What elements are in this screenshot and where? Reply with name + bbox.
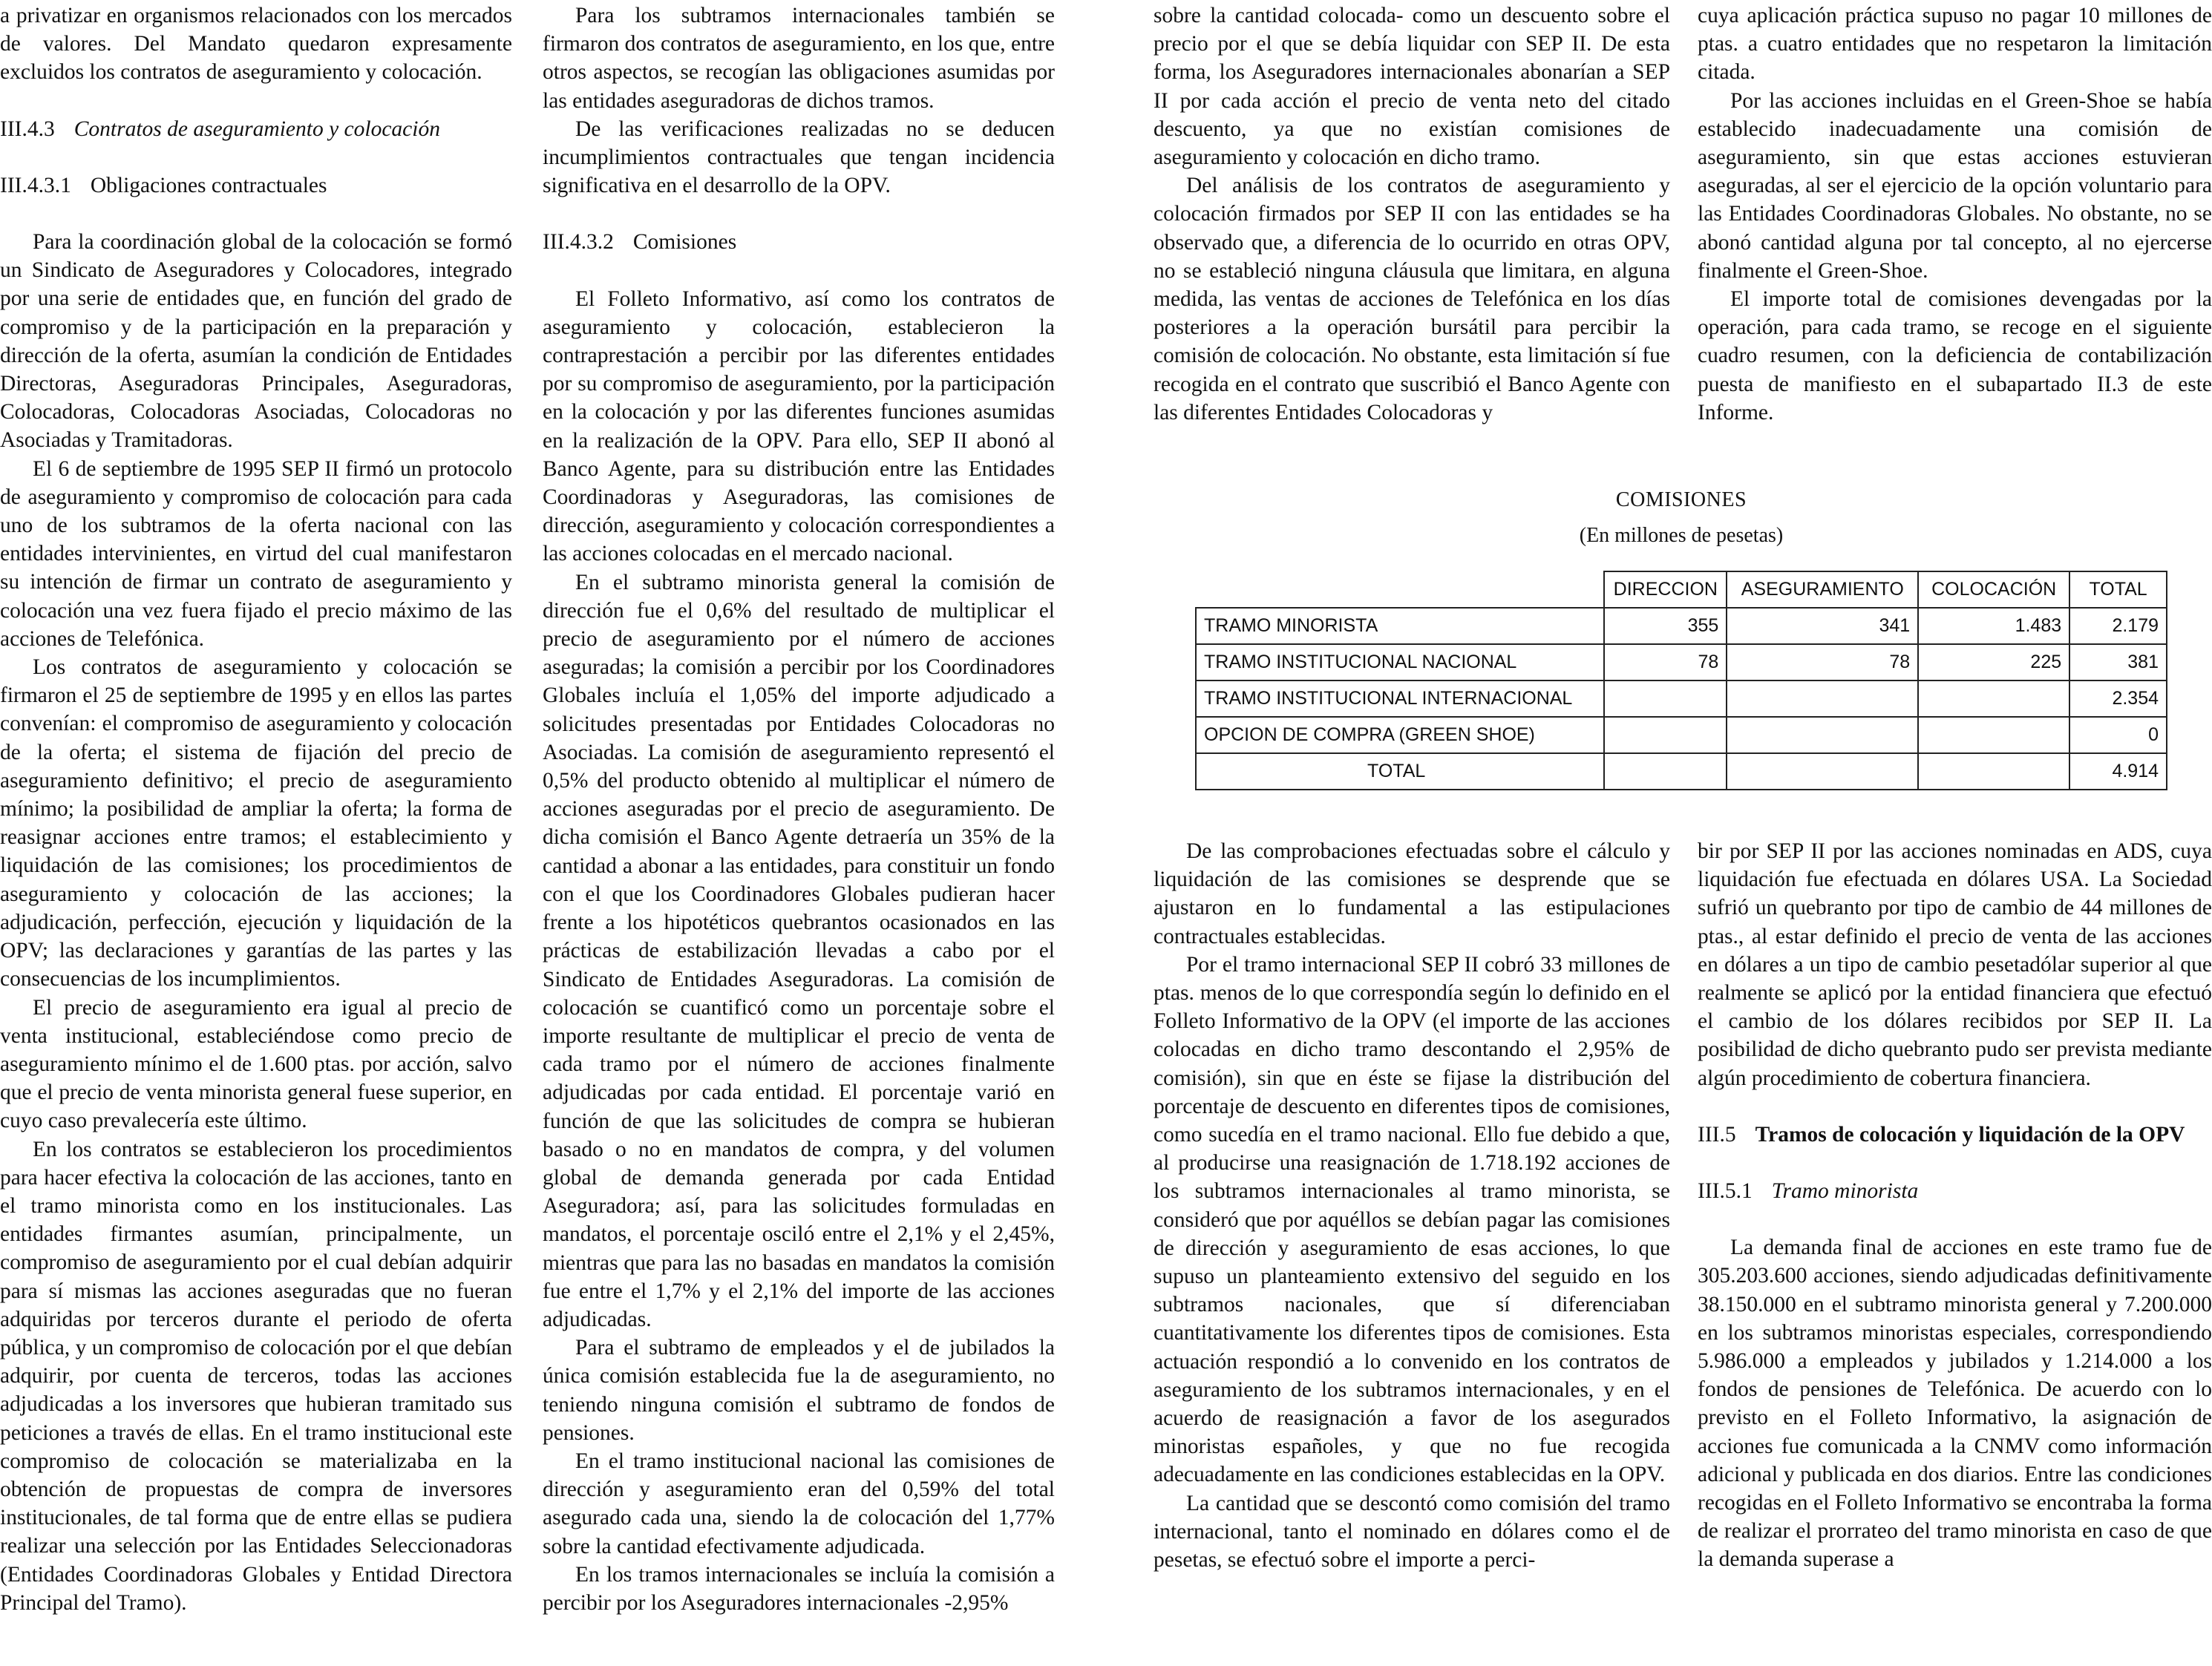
table-title: COMISIONES [1615, 488, 1747, 511]
paragraph: En el tramo institucional nacional las comisiones de dirección y aseguramiento eran del 0,59% del total asegurado cada una, siendo la de colocación del 1,77% sobre la cantidad efectivamente adjudicada. [543, 1449, 1055, 1558]
paragraph: La demanda final de acciones en este tramo fue de 305.203.600 acciones, siendo adjudicadas definitivamente 38.150.000 en el subtramo minorista general y 7.200.000 en los subtramos minoristas especiales, correspondiendo 5.986.000 a empleados y jubilados y 1.214.000 a los fondos de pensiones de Telefónica. De acuerdo con lo previsto en el Folleto Informativo, la asignación de acciones fue comunicada a la CNMV como información adicional y publicada en dos diarios. Entre las condiciones recogidas en el Folleto Informativo se encontraba la forma de realizar el prorrateo del tramo minorista en caso de que la demanda superase a [1698, 1236, 2212, 1572]
cell-aseguramiento [1727, 717, 1918, 753]
cell-total: 2.179 [2069, 608, 2167, 644]
text-column-1 [0, 1, 512, 1617]
row-label: OPCION DE COMPRA (GREEN SHOE) [1196, 717, 1604, 753]
cell-direccion: 78 [1604, 644, 1727, 680]
total-value: 4.914 [2069, 753, 2167, 790]
paragraph: De las verificaciones realizadas no se deducen incumplimientos contractuales que tengan incidencia significativa en el desarrollo de la OPV. [543, 117, 1055, 198]
commissions-table [1195, 571, 2167, 790]
row-label: TRAMO INSTITUCIONAL NACIONAL [1196, 644, 1604, 680]
row-label: TRAMO INSTITUCIONAL INTERNACIONAL [1196, 680, 1604, 717]
paragraph: La cantidad que se descontó como comisión del tramo internacional, tanto el nominado en dólares como el de pesetas, se efectuó sobre el importe a perci- [1154, 1491, 1670, 1572]
cell-aseguramiento: 78 [1727, 644, 1918, 680]
section-heading-iii-5-1 [1698, 1177, 2212, 1205]
table-row [1196, 717, 2167, 753]
paragraph: Por el tramo internacional SEP II cobró 33 millones de ptas. menos de lo que correspondía según lo definido en el Folleto Informativo de la OPV (el importe de las acciones colocadas en dicho tramo descontando el 2,95% de comisión), sin que en éste se fijase la distribución del porcentaje de descuento en diferentes tipos de comisiones, como sucedía en el tramo nacional. Ello fue debido a que, al producirse una reasignación de 1.718.192 acciones de los subtramos internacionales al tramo minorista, se consideró que por aquéllos se debían pagar las comisiones de dirección y aseguramiento de esas acciones, lo que supuso un planteamiento extensivo del seguido en los subtramos nacionales, que sí diferenciaban cuantitativamente los diferentes tipos de comisiones. Esta actuación respondió a lo convenido en los contratos de aseguramiento de los subtramos internacionales, y en el acuerdo de reasignación a favor de los asegurados minoristas españoles, y que no fue recogida adecuadamente en las condiciones establecidas en la OPV. [1154, 952, 1670, 1487]
cell-colocacion: 225 [1918, 644, 2069, 680]
table-row [1196, 608, 2167, 644]
paragraph: El precio de aseguramiento era igual al precio de venta institucional, estableciéndose como precio de aseguramiento mínimo el de 1.600 ptas. por acción, salvo que el precio de venta minorista general fuese superior, en cuyo caso prevalecería este último. [0, 995, 512, 1133]
section-title: Contratos de aseguramiento y colocación [73, 117, 440, 141]
table-subtitle: (En millones de pesetas) [1579, 524, 1784, 547]
section-number: III.4.3.2 [543, 230, 614, 255]
cell-direccion [1604, 680, 1727, 717]
cell-colocacion [1918, 680, 2069, 717]
cell-direccion: 355 [1604, 608, 1727, 644]
table-total-row [1196, 753, 2167, 790]
column-header: ASEGURAMIENTO [1727, 571, 1918, 608]
paragraph: bir por SEP II por las acciones nominadas en ADS, cuya liquidación fue efectuada en dólares USA. La Sociedad sufrió un quebranto por tipo de cambio de 44 millones de ptas., al estar definido el precio de venta de las acciones en dólares a un tipo de cambio pesetadólar superior al que realmente se aplicó por la entidad financiera que efectuó el cambio de los dólares recibidos por SEP II. La posibilidad de dicho quebranto pudo ser prevista mediante algún procedimiento de cobertura financiera. [1698, 839, 2212, 1090]
paragraph: Para la coordinación global de la colocación se formó un Sindicato de Aseguradores y Colocadores, integrado por una serie de entidades que, en función del grado de compromiso y de la participación en la preparación y dirección de la oferta, asumían la condición de Entidades Directoras, Aseguradoras Principales, Aseguradoras, Colocadoras, Colocadoras Asociadas, Colocadoras no Asociadas y Tramitadoras. [0, 230, 512, 453]
table-row [1196, 644, 2167, 680]
paragraph: Para el subtramo de empleados y el de jubilados la única comisión establecida fue la de aseguramiento, no teniendo ninguna comisión el subtramo de fondos de pensiones. [543, 1336, 1055, 1445]
text-column-4-lower [1698, 837, 2212, 1574]
cell-total: 0 [2069, 717, 2167, 753]
commissions-table-block [1195, 486, 2167, 790]
cell-aseguramiento: 341 [1727, 608, 1918, 644]
section-heading-iii-4-3-1 [0, 171, 512, 200]
paragraph: a privatizar en organismos relacionados con los mercados de valores. Del Mandato quedaron expresamente excluidos los contratos de aseguramiento y colocación. [0, 4, 512, 85]
cell-colocacion: 1.483 [1918, 608, 2069, 644]
column-header: COLOCACIÓN [1918, 571, 2069, 608]
section-title: Tramo minorista [1771, 1179, 1919, 1204]
paragraph: De las comprobaciones efectuadas sobre el cálculo y liquidación de las comisiones se desprende que se ajustaron en lo fundamental a las estipulaciones contractuales establecidas. [1154, 839, 1670, 948]
column-header: TOTAL [2069, 571, 2167, 608]
section-title: Tramos de colocación y liquidación de la OPV [1755, 1122, 2185, 1147]
section-title: Obligaciones contractuales [90, 173, 327, 197]
section-heading-iii-4-3-2 [543, 228, 1055, 256]
section-number: III.5.1 [1698, 1179, 1753, 1204]
paragraph: En los tramos internacionales se incluía la comisión a percibir por los Aseguradores internacionales -2,95% [543, 1562, 1055, 1615]
paragraph: Por las acciones incluidas en el Green-Shoe se había establecido inadecuadamente una comisión de aseguramiento, sin que estas acciones estuvieran aseguradas, al ser el ejercicio de la opción voluntario para las Entidades Coordinadoras Globales. No obstante, no se abonó cantidad alguna por tal concepto, al no ejercerse finalmente el Green-Shoe. [1698, 88, 2212, 283]
section-heading-iii-4-3 [0, 115, 512, 143]
paragraph: El 6 de septiembre de 1995 SEP II firmó un protocolo de aseguramiento y compromiso de colocación para cada uno de los subtramos de la oferta nacional con las entidades intervinientes, en virtud del cual manifestaron su intención de firmar un contrato de aseguramiento y colocación una vez fuera fijado el precio máximo de las acciones de Telefónica. [0, 456, 512, 651]
paragraph: El Folleto Informativo, así como los contratos de aseguramiento y colocación, establecieron la contraprestación a percibir por las diferentes entidades por su compromiso de aseguramiento, por la participación en la colocación y por las diferentes funciones asumidas en la realización de la OPV. Para ello, SEP II abonó al Banco Agente, para su distribución entre las Entidades Coordinadoras y Aseguradoras, las comisiones de dirección, aseguramiento y colocación correspondientes a las acciones colocadas en el mercado nacional. [543, 286, 1055, 566]
paragraph: En los contratos se establecieron los procedimientos para hacer efectiva la colocación de las acciones, tanto en el tramo minorista como en los institucionales. Las entidades firmantes asumían, principalmente, un compromiso de aseguramiento por el cual debían adquirir para sí mismas las acciones aseguradas que no fueran adquiridas por terceros durante el periodo de oferta pública, y un compromiso de colocación por el que debían adquirir, por cuenta de terceros, todas las acciones adjudicadas a los inversores que hubieran tramitado sus peticiones a través de ellas. En el tramo institucional este compromiso de colocación se materializaba en la obtención de propuestas de compra de inversores institucionales, de tal forma que de entre ellas se pudiera realizar una selección por las Entidades Seleccionadoras (Entidades Coordinadoras Globales y Entidad Directora Principal del Tramo). [0, 1137, 512, 1615]
cell-total: 381 [2069, 644, 2167, 680]
row-label: TRAMO MINORISTA [1196, 608, 1604, 644]
cell-colocacion [1918, 717, 2069, 753]
cell-total: 2.354 [2069, 680, 2167, 717]
paragraph: Los contratos de aseguramiento y colocación se firmaron el 25 de septiembre de 1995 y en ellos las partes convenían: el compromiso de aseguramiento y colocación de la oferta; el sistema de fijación del precio de aseguramiento definitivo; el precio de aseguramiento mínimo; la posibilidad de ampliar la oferta; la forma de reasignar acciones entre tramos; el establecimiento y liquidación de las comisiones; los procedimientos de aseguramiento y colocación de las acciones; la adjudicación, perfección, ejecución y liquidación de la OPV; las declaraciones y garantías de las partes y las consecuencias de los incumplimientos. [0, 655, 512, 991]
text-column-2 [543, 1, 1055, 1617]
section-number: III.4.3 [0, 117, 55, 141]
section-title: Comisiones [632, 230, 737, 255]
paragraph: Para los subtramos internacionales también se firmaron dos contratos de aseguramiento, en los que, entre otros aspectos, se recogían las obligaciones asumidas por las entidades aseguradoras de dichos tramos. [543, 4, 1055, 113]
cell-aseguramiento [1727, 680, 1918, 717]
section-number: III.5 [1698, 1122, 1736, 1147]
paragraph: En el subtramo minorista general la comisión de dirección fue el 0,6% del resultado de multiplicar el precio de aseguramiento por el número de acciones aseguradas; la comisión a percibir por los Coordinadores Globales incluía el 1,05% del importe adjudicado a solicitudes presentadas por Entidades Colocadoras no Asociadas. La comisión de aseguramiento representó el 0,5% del producto obtenido al multiplicar el número de acciones aseguradas por el precio de aseguramiento. De dicha comisión el Banco Agente detraería un 35% de la cantidad a abonar a las entidades, para constituir un fondo con el que los Coordinadores Globales pudieran hacer frente a los hipotéticos quebrantos ocasionados en las prácticas de estabilización llevadas a cabo por el Sindicato de Entidades Aseguradoras. La comisión de colocación se cuantificó como un porcentaje sobre el importe resultante de multiplicar el precio de venta de cada tramo por el número de acciones finalmente adjudicadas por cada entidad. El porcentaje varió en función de que las solicitudes de compra se hubieran basado o no en mandatos de compra, y del volumen global de demanda generada por cada Entidad Aseguradora; así, para las solicitudes formuladas en mandatos, el porcentaje osciló entre el 2,1% y el 2,45%, mientras que para las no basadas en mandatos la comisión fue entre el 1,7% y el 2,1% del importe de las acciones adjudicadas. [543, 570, 1055, 1331]
table-header-row [1196, 571, 2167, 608]
cell-direccion [1604, 717, 1727, 753]
section-number: III.4.3.1 [0, 173, 71, 197]
paragraph: Del análisis de los contratos de aseguramiento y colocación firmados por SEP II con las entidades se ha observado que, a diferencia de lo ocurrido en otras OPV, no se estableció ninguna cláusula que limitara, en alguna medida, las ventas de acciones de Telefónica en los días posteriores a la operación bursátil para percibir la comisión de colocación. No obstante, esta limitación sí fue recogida en el contrato que suscribió el Banco Agente con las diferentes Entidades Colocadoras y [1154, 174, 1670, 424]
table-row [1196, 680, 2167, 717]
section-heading-iii-5 [1698, 1121, 2212, 1149]
text-column-3 [1154, 1, 1670, 427]
text-column-3-lower [1154, 837, 1670, 1574]
paragraph: El importe total de comisiones devengadas por la operación, para cada tramo, se recoge en el siguiente cuadro resumen, con la deficiencia de contabilización puesta de manifiesto en el subapartado II.3 de este Informe. [1698, 287, 2212, 424]
text-column-4 [1698, 1, 2212, 427]
paragraph: cuya aplicación práctica supuso no pagar 10 millones de ptas. a cuatro entidades que no respetaron la limitación citada. [1698, 4, 2212, 85]
total-label: TOTAL [1196, 753, 1604, 790]
paragraph: sobre la cantidad colocada- como un descuento sobre el precio por el que se debía liquidar con SEP II. De esta forma, los Aseguradores internacionales abonarían a SEP II por cada acción el precio de venta neto del citado descuento, ya que no existían comisiones de aseguramiento y colocación en dicho tramo. [1154, 4, 1670, 170]
column-header: DIRECCION [1604, 571, 1727, 608]
